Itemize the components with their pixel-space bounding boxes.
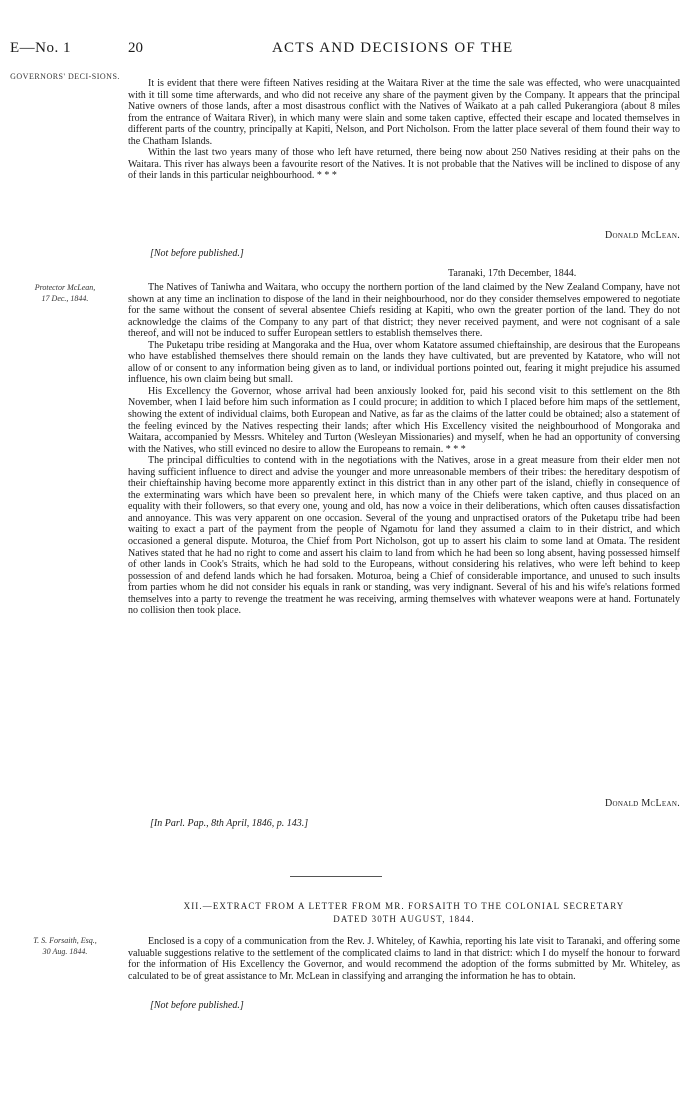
margin-note-forsaith-date: 30 Aug. 1844. (42, 947, 88, 956)
paragraph-block-2 (128, 282, 680, 617)
publication-note: [Not before published.] (150, 248, 244, 259)
paragraph-block-3 (128, 936, 680, 982)
paragraph: Enclosed is a copy of a communication from the Rev. J. Whiteley, of Kawhia, reporting his late visit to Taranaki, and offering some valuable suggestions relative to the settlement of the complicated claims to land in that district: which I do myself the honour to forward for the information of His Excellency the Governor, and would recommend the adoption of the forms submitted by Mr. Whiteley, as calculated to be of great assistance to Mr. McLean in classifying and arranging the information he has to obtain. (128, 936, 680, 982)
publication-note: [In Parl. Pap., 8th April, 1846, p. 143.] (150, 818, 309, 829)
paragraph: The Natives of Taniwha and Waitara, who occupy the northern portion of the land claimed by the New Zealand Company, have not shown at any time an inclination to dispose of the land in their neighbourhood, nor do they consider themselves empowered to negotiate for the same without the consent of several absentee Chiefs residing at Kapiti, who own the greater portion of the land. They do not acknowledge the claims of the Company to any part of that district; they never received payment, and were not cognisant of a sale thereof, and will not be induced to suffer European settlers to establish themselves there. (128, 282, 680, 340)
section-divider (290, 876, 382, 877)
section-heading (128, 900, 680, 926)
paragraph-block-1 (128, 78, 680, 182)
signature: Donald McLean. (605, 798, 680, 809)
paragraph: His Excellency the Governor, whose arrival had been anxiously looked for, paid his second visit to this settlement on the 8th November, when I laid before him such information as I could procure; in addition to which I placed before him maps of the settlement, showing the extent of individual claims, both European and Native, as far as the claims of the latter could be obtained; also a statement of the feeling evinced by the Natives respecting their lands; after which His Excellency visited the neighbourhood of Mongoraka and Waitara, accompanied by Messrs. Whiteley and Turton (Wesleyan Missionaries) and myself, when he had an opportunity of conversing with the Natives, who still evinced no desire to allow the Europeans to remain. * * * (128, 385, 680, 455)
paragraph: The principal difficulties to contend with in the negotiations with the Natives, arose in a great measure from their elder men not having sufficient influence to direct and advise the younger and more unreasonable members of their tribes: the hereditary despotism of their chieftainship having become more apparently extinct in this district than in any other part of the island, chiefly in consequence of the exterminating wars which have been so prevalent here, in which many of the Chiefs were taken captive, and thus placed on an equality with their followers, so that every one, young and old, has now a voice in their deliberations, which often causes dissatisfaction and annoyance. This was very apparent on one occasion. Several of the young and unpractised orators of the Puketapu tribe had been waiting to exact a part of the payment from the people of Ngamotu for land they assumed a claim to in their district, and which occasioned a general dispute. Moturoa, the Chief from Port Nicholson, got up to assert his claim to some land at Omata. The resident Natives stated that he had no right to come and assert his claim to land from which he had been so long absent, having possessed himself of other lands in Cook's Straits, which he had sold to the Europeans, without considering his relatives, who were left behind to keep possession of and defend lands which he had forsaken. Moturoa, being a Chief of considerable importance, and unused to such insults from parties whom he did not consider his equals in rank or standing, was very indignant. Several of his and his wife's relations formed themselves into a party to revenge the treatment he was receiving, arming themselves with whatever weapons were at hand. Fortunately no collision then took place. (128, 455, 680, 617)
section-heading-line-1: XII.—EXTRACT FROM A LETTER FROM MR. FORSAITH TO THE COLONIAL SECRETARY (183, 901, 625, 911)
margin-note-protector: Protector McLean, (34, 283, 96, 292)
page-header (10, 40, 686, 62)
signature: Donald McLean. (605, 230, 680, 241)
dateline: Taranaki, 17th December, 1844. (448, 268, 577, 279)
margin-note-protector-date: 17 Dec., 1844. (41, 294, 89, 303)
page-number: 20 (128, 40, 143, 56)
section-heading-line-2: DATED 30TH AUGUST, 1844. (333, 914, 475, 924)
paragraph: The Puketapu tribe residing at Mangoraka and the Hua, over whom Katatore assumed chieftainship, are desirous that the Europeans who have established themselves there should remain on the lands they have cultivated, but are prevented by Katatore, who will not allow of or consent to any information being given as to land, or individual portions pointed out, fearing it might prejudice his assumed influence, his own claim being but small. (128, 339, 680, 386)
paragraph: Within the last two years many of those who left have returned, there being now about 250 Natives residing at their pahs on the Waitara. This river has always been a favourite resort of the Natives. It is not probable that the Natives will be inclined to dispose of any of their lands in this particular neighbourhood. * * * (128, 147, 680, 182)
signature-row-1 (128, 230, 680, 244)
running-title: ACTS AND DECISIONS OF THE (272, 40, 514, 56)
publication-note: [Not before published.] (150, 1000, 244, 1011)
paragraph: It is evident that there were fifteen Natives residing at the Waitara River at the time the sale was effected, who were unacquainted with it till some time afterwards, and who did not receive any share of the payment given by the Company. It appears that the principal Native owners of those lands, after a most disastrous conflict with the Natives of Waikato at a pah called Pukerangiora (about 8 miles from the entrance of Waitara River), in which many were slain and some taken captive, effected their escape and located themselves in different parts of the country, principally at Kapiti, Nelson, and Port Nicholson. From the latter place several of them found their way to the Chatham Islands. (128, 78, 680, 147)
section-number: E—No. 1 (10, 40, 71, 56)
signature-row-2 (128, 798, 680, 812)
margin-note-governors-decisions: GOVERNORS' DECI-SIONS. (10, 72, 120, 81)
margin-note-forsaith: T. S. Forsaith, Esq., (33, 936, 97, 945)
